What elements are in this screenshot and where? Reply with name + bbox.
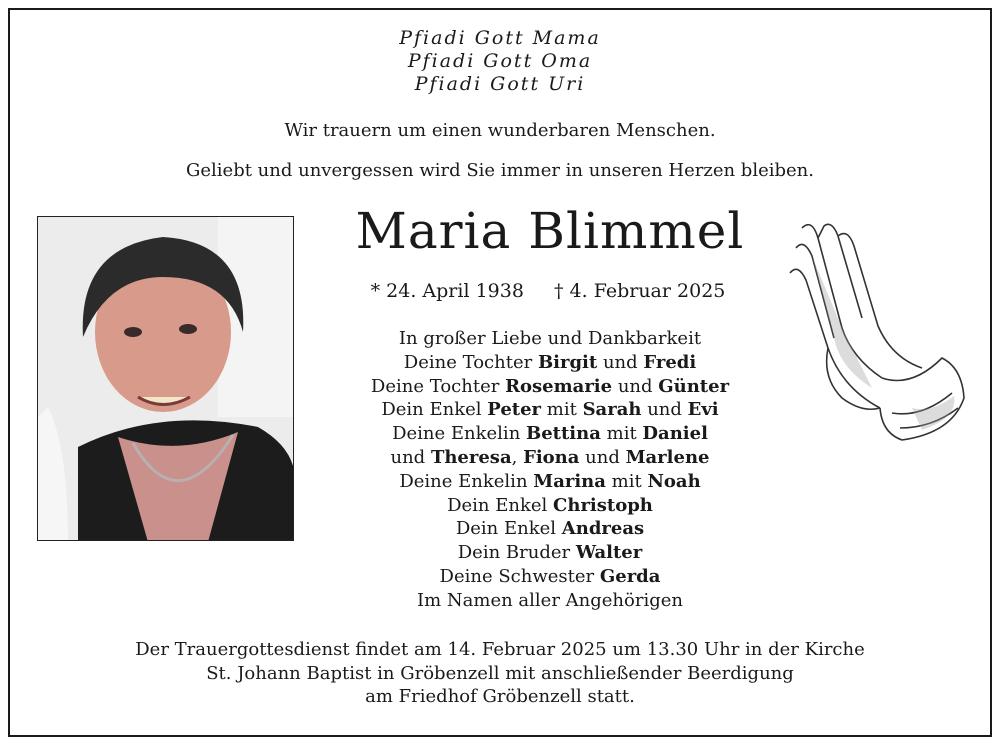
family-line [250,422,850,446]
family-relation-text: Deine Enkelin [399,470,534,492]
family-list [250,327,850,613]
family-relation-text: Deine Enkelin [392,423,527,445]
family-line [250,517,850,541]
family-relation-text: mit [600,423,643,445]
family-line [250,351,850,375]
family-relation-text: und [612,375,659,397]
family-member-name: Gerda [599,565,661,587]
intro-line: Wir trauern um einen wunderbaren Menschen. [284,120,716,141]
family-line [250,446,850,470]
family-relation-text: mit [605,470,648,492]
praying-hands-icon [782,208,968,448]
service-info [60,638,940,709]
family-member-name: Sarah [582,399,642,421]
family-line [250,565,850,589]
family-relation-text: mit [541,399,583,421]
intro-line: Geliebt und unvergessen wird Sie immer in unseren Herzen bleiben. [186,160,814,181]
family-member-name: Walter [575,542,643,564]
family-relation-text: Im Namen aller Angehörigen [417,589,683,611]
family-relation-text: und [641,399,688,421]
death-date: † 4. Februar 2025 [553,280,726,302]
family-member-name: Noah [647,470,701,492]
family-relation-text: Dein Enkel [455,518,562,540]
farewell-lines [0,27,1000,96]
family-member-name: Christoph [553,494,653,516]
family-member-name: Bettina [526,423,601,445]
family-line [250,398,850,422]
family-member-name: Birgit [537,351,598,373]
family-member-name: Andreas [561,518,645,540]
service-line: am Friedhof Gröbenzell statt. [365,686,635,707]
family-member-name: Fredi [643,351,697,373]
family-member-name: Günter [658,375,730,397]
family-member-name: Evi [687,399,719,421]
family-line [250,470,850,494]
family-relation-text: , [511,446,524,468]
family-relation-text: Deine Schwester [439,565,600,587]
family-relation-text: und [579,446,626,468]
family-member-name: Peter [487,399,542,421]
family-relation-text: Deine Tochter [403,351,538,373]
service-line: Der Trauergottesdienst findet am 14. Februar 2025 um 13.30 Uhr in der Kirche [135,639,865,660]
birth-date: * 24. April 1938 [370,280,524,302]
family-line [250,589,850,613]
family-relation-text: Dein Enkel [447,494,554,516]
family-relation-text: Dein Bruder [457,542,576,564]
family-line [250,327,850,351]
family-member-name: Daniel [642,423,708,445]
family-relation-text: Deine Tochter [370,375,506,397]
family-line [250,541,850,565]
deceased-name: Maria Blimmel [355,202,745,260]
family-member-name: Theresa [430,446,512,468]
family-line [250,375,850,399]
farewell-line: Pfiadi Gott Uri [414,73,586,95]
farewell-line: Pfiadi Gott Mama [399,27,601,49]
family-relation-text: und [390,446,431,468]
family-member-name: Fiona [523,446,580,468]
family-member-name: Marina [533,470,606,492]
family-member-name: Marlene [625,446,710,468]
life-dates [348,280,748,302]
family-line [250,494,850,518]
service-line: St. Johann Baptist in Gröbenzell mit anschließender Beerdigung [206,662,794,684]
family-relation-text: Dein Enkel [381,399,488,421]
family-member-name: Rosemarie [505,375,613,397]
family-relation-text: In großer Liebe und Dankbarkeit [398,328,702,349]
farewell-line: Pfiadi Gott Oma [407,50,593,72]
family-relation-text: und [597,351,644,373]
